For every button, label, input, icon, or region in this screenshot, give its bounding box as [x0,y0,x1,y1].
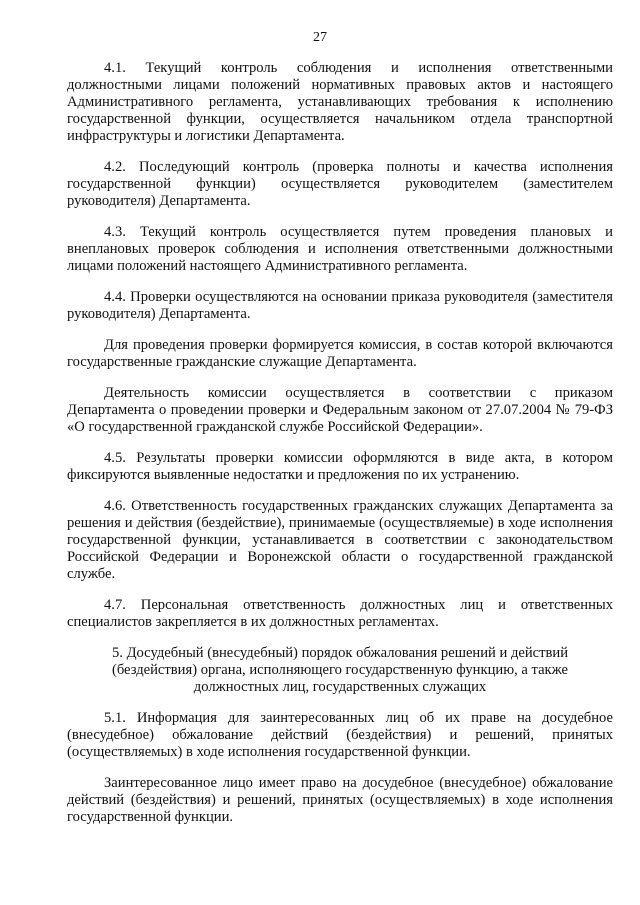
paragraph-commission: Для проведения проверки формируется комиссия, в состав которой включаются государственные гражданские служащие Департамента. [67,337,613,370]
section-heading-line: 5. Досудебный (внесудебный) порядок обжалования решений и действий [111,645,569,661]
paragraph-commission-activity: Деятельность комиссии осуществляется в соответствии с приказом Департамента о проведении проверки и Федеральным законом от 27.07.2004 № 79-ФЗ «О государственной гражданской службе Российской Федерации». [67,385,613,435]
paragraph-4-6: 4.6. Ответственность государственных гражданских служащих Департамента за решения и действия (бездействие), принимаемые (осуществляемые) в ходе исполнения государственной функции, устанавливается в соответствии с законодательством Российской Федерации и Воронежской области о государственной гражданской службе. [67,498,613,582]
paragraph-4-5: 4.5. Результаты проверки комиссии оформляются в виде акта, в котором фиксируются выявленные недостатки и предложения по их устранению. [67,450,613,483]
paragraph-4-7: 4.7. Персональная ответственность должностных лиц и ответственных специалистов закрепляется в их должностных регламентах. [67,597,613,630]
section-heading-line: (бездействия) органа, исполняющего государственную функцию, а также [111,662,569,678]
paragraph-4-2: 4.2. Последующий контроль (проверка полноты и качества исполнения государственной функции) осуществляется руководителем (заместителем руководителя) Департамента. [67,159,613,209]
page-number: 27 [313,30,327,45]
paragraph-interested-person: Заинтересованное лицо имеет право на досудебное (внесудебное) обжалование действий (бездействия) и решений, принятых (осуществляемых) в ходе исполнения государственной функции. [67,775,613,825]
paragraph-5-1: 5.1. Информация для заинтересованных лиц об их праве на досудебное (внесудебное) обжалование действий (бездействия) и решений, принятых (осуществляемых) в ходе исполнения государственной функции. [67,710,613,760]
document-body [67,60,613,826]
paragraph-4-3: 4.3. Текущий контроль осуществляется путем проведения плановых и внеплановых проверок соблюдения и исполнения ответственными должностными лицами положений настоящего Административного регламента. [67,224,613,274]
paragraph-4-1: 4.1. Текущий контроль соблюдения и исполнения ответственными должностными лицами положений нормативных правовых актов и настоящего Административного регламента, устанавливающих требования к исполнению государственной функции, осуществляется начальником отдела транспортной инфраструктуры и логистики Департамента. [67,60,613,144]
paragraph-4-4: 4.4. Проверки осуществляются на основании приказа руководителя (заместителя руководителя) Департамента. [67,289,613,322]
section-heading-line: должностных лиц, государственных служащих [193,679,487,695]
section-5-heading [67,645,613,696]
